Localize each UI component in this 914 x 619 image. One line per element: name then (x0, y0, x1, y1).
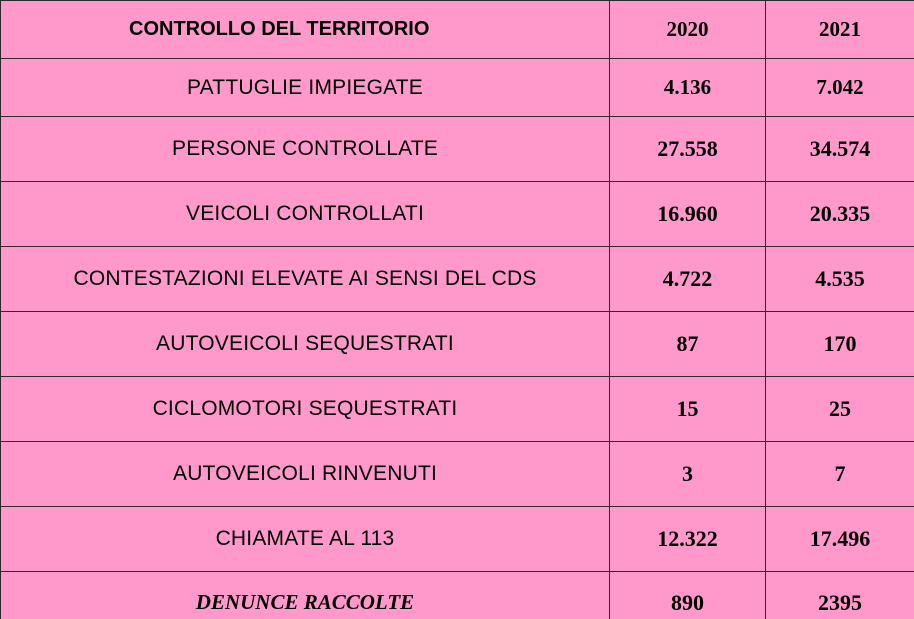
table-row (1, 507, 914, 572)
row-label: CONTESTAZIONI ELEVATE AI SENSI DEL CDS (1, 247, 610, 312)
value-2020: 15 (610, 377, 766, 442)
table-row (1, 247, 914, 312)
value-2021: 25 (766, 377, 914, 442)
row-label: AUTOVEICOLI RINVENUTI (1, 442, 610, 507)
table-row (1, 377, 914, 442)
row-label: CICLOMOTORI SEQUESTRATI (1, 377, 610, 442)
table-row (1, 59, 914, 117)
value-2020: 4.722 (610, 247, 766, 312)
year-2021-header: 2021 (766, 1, 914, 59)
table-row (1, 312, 914, 377)
value-2020: 87 (610, 312, 766, 377)
year-2020-header: 2020 (610, 1, 766, 59)
table-row (1, 117, 914, 182)
row-label: AUTOVEICOLI SEQUESTRATI (1, 312, 610, 377)
value-2021: 7 (766, 442, 914, 507)
table-header-row (1, 1, 914, 59)
value-2020: 3 (610, 442, 766, 507)
value-2021: 170 (766, 312, 914, 377)
row-label: VEICOLI CONTROLLATI (1, 182, 610, 247)
value-2020: 12.322 (610, 507, 766, 572)
value-2021: 4.535 (766, 247, 914, 312)
value-2021: 2395 (766, 572, 914, 619)
value-2021: 7.042 (766, 59, 914, 117)
value-2020: 16.960 (610, 182, 766, 247)
row-label: PERSONE CONTROLLATE (1, 117, 610, 182)
table-row (1, 572, 914, 619)
value-2021: 34.574 (766, 117, 914, 182)
table-row (1, 182, 914, 247)
row-label: DENUNCE RACCOLTE (1, 572, 610, 619)
value-2020: 890 (610, 572, 766, 619)
row-label: CHIAMATE AL 113 (1, 507, 610, 572)
table-title: CONTROLLO DEL TERRITORIO (1, 1, 610, 59)
table-row (1, 442, 914, 507)
value-2021: 17.496 (766, 507, 914, 572)
row-label: PATTUGLIE IMPIEGATE (1, 59, 610, 117)
value-2021: 20.335 (766, 182, 914, 247)
value-2020: 27.558 (610, 117, 766, 182)
value-2020: 4.136 (610, 59, 766, 117)
